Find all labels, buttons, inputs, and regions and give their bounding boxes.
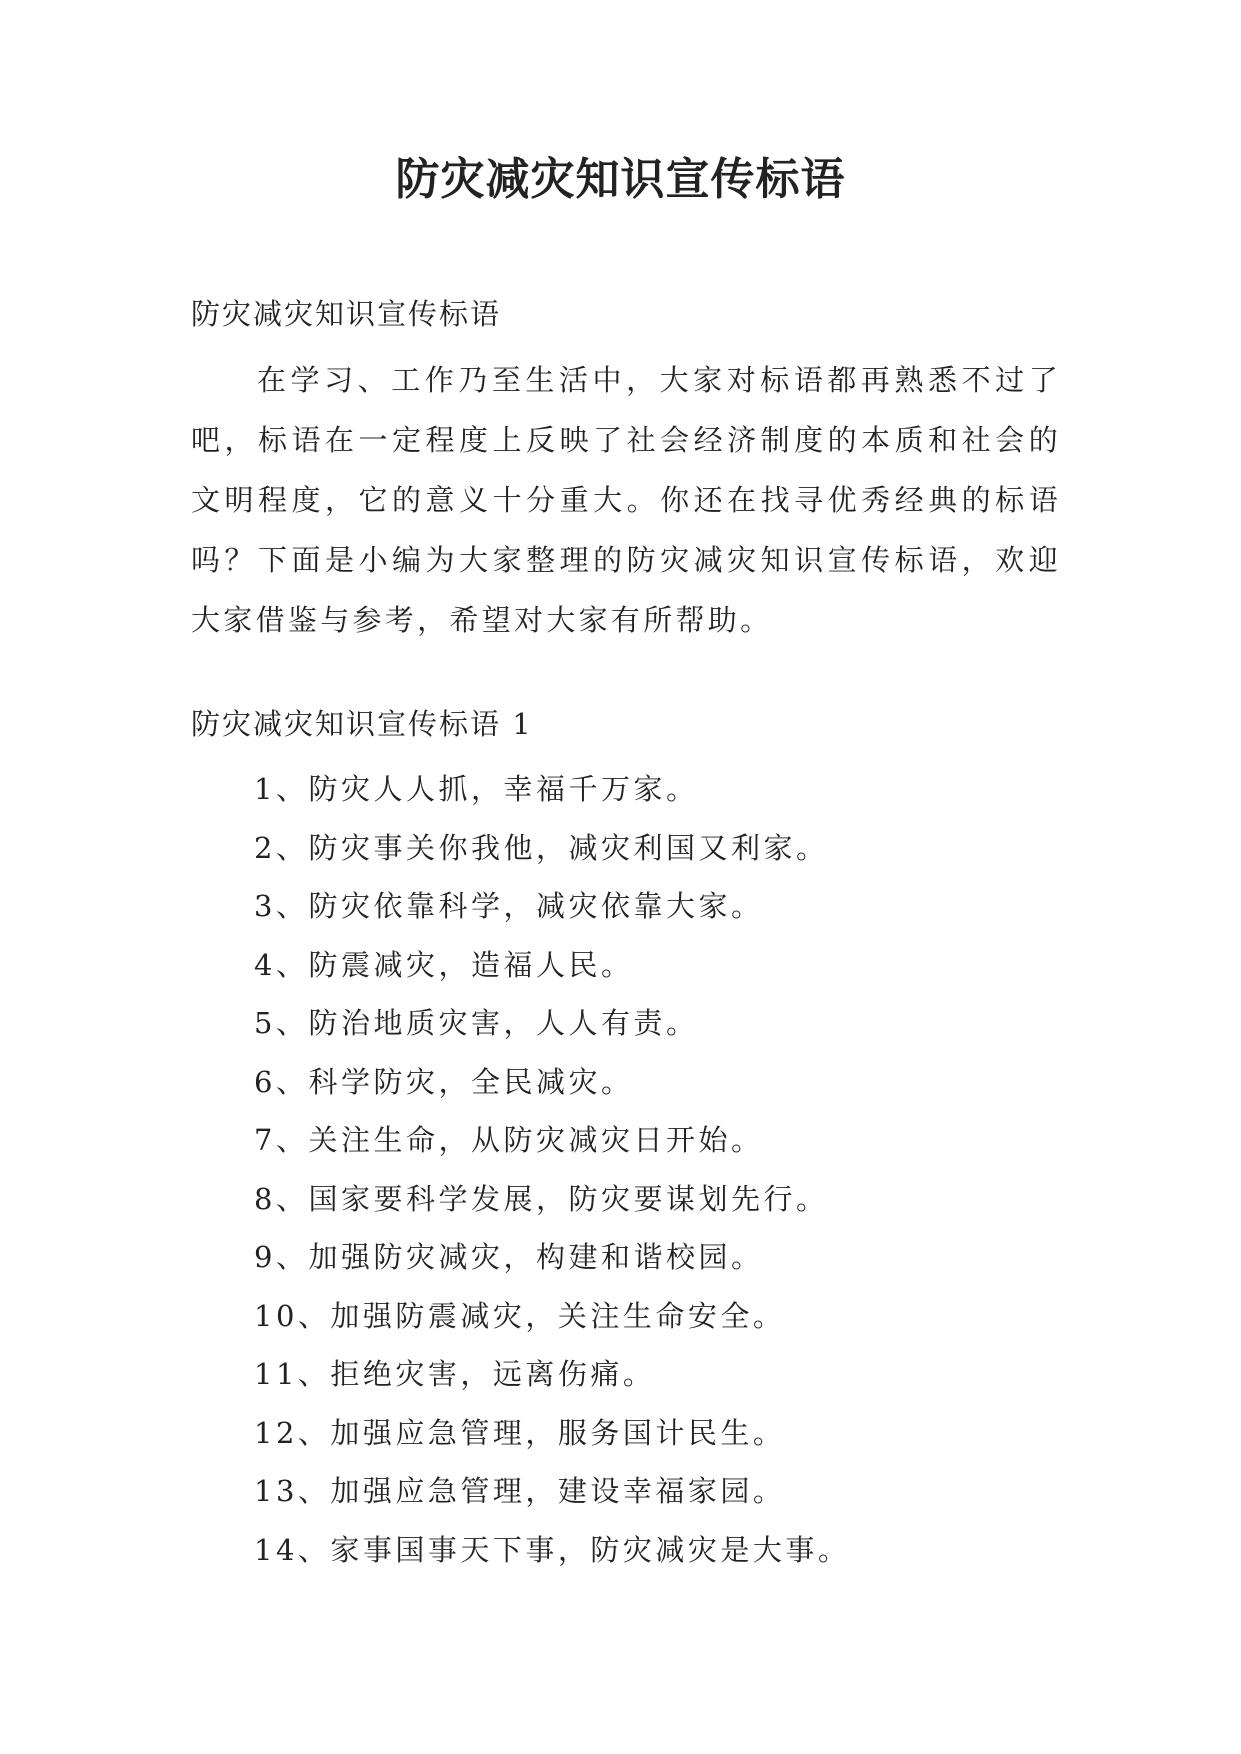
slogan-item: 6、科学防灾，全民减灾。 [254, 1064, 634, 1099]
document-subtitle: 防灾减灾知识宣传标语 [191, 297, 502, 331]
slogan-item: 3、防灾依靠科学，减灾依靠大家。 [254, 889, 764, 923]
slogan-item: 4、防震减灾，造福人民。 [254, 947, 634, 982]
slogan-item: 5、防治地质灾害，人人有责。 [254, 1006, 699, 1040]
slogan-item: 14、家事国事天下事，防灾减灾是大事。 [254, 1532, 851, 1567]
slogan-list [254, 760, 850, 1579]
intro-paragraph: 在学习、工作乃至生活中，大家对标语都再熟悉不过了吧，标语在一定程度上反映了社会经济制度的本质和社会的文明程度，它的意义十分重大。你还在找寻优秀经典的标语吗？下面是小编为大家整理的防灾减灾知识宣传标语，欢迎大家借鉴与参考，希望对大家有所帮助。 [191, 363, 1061, 637]
slogan-item: 1、防灾人人抓，幸福千万家。 [254, 772, 699, 806]
slogan-item: 9、加强防灾减灾，构建和谐校园。 [254, 1240, 764, 1274]
slogan-item: 7、关注生命，从防灾减灾日开始。 [254, 1123, 764, 1157]
slogan-item: 12、加强应急管理，服务国计民生。 [254, 1415, 786, 1450]
slogan-item: 8、国家要科学发展，防灾要谋划先行。 [254, 1181, 829, 1216]
slogan-item: 10、加强防震减灾，关注生命安全。 [254, 1298, 786, 1333]
section-heading: 防灾减灾知识宣传标语 1 [191, 707, 533, 741]
document-title: 防灾减灾知识宣传标语 [395, 154, 846, 205]
slogan-item: 2、防灾事关你我他，减灾利国又利家。 [254, 830, 829, 865]
slogan-item: 11、拒绝灾害，远离伤痛。 [254, 1357, 656, 1391]
slogan-item: 13、加强应急管理，建设幸福家园。 [254, 1474, 786, 1508]
